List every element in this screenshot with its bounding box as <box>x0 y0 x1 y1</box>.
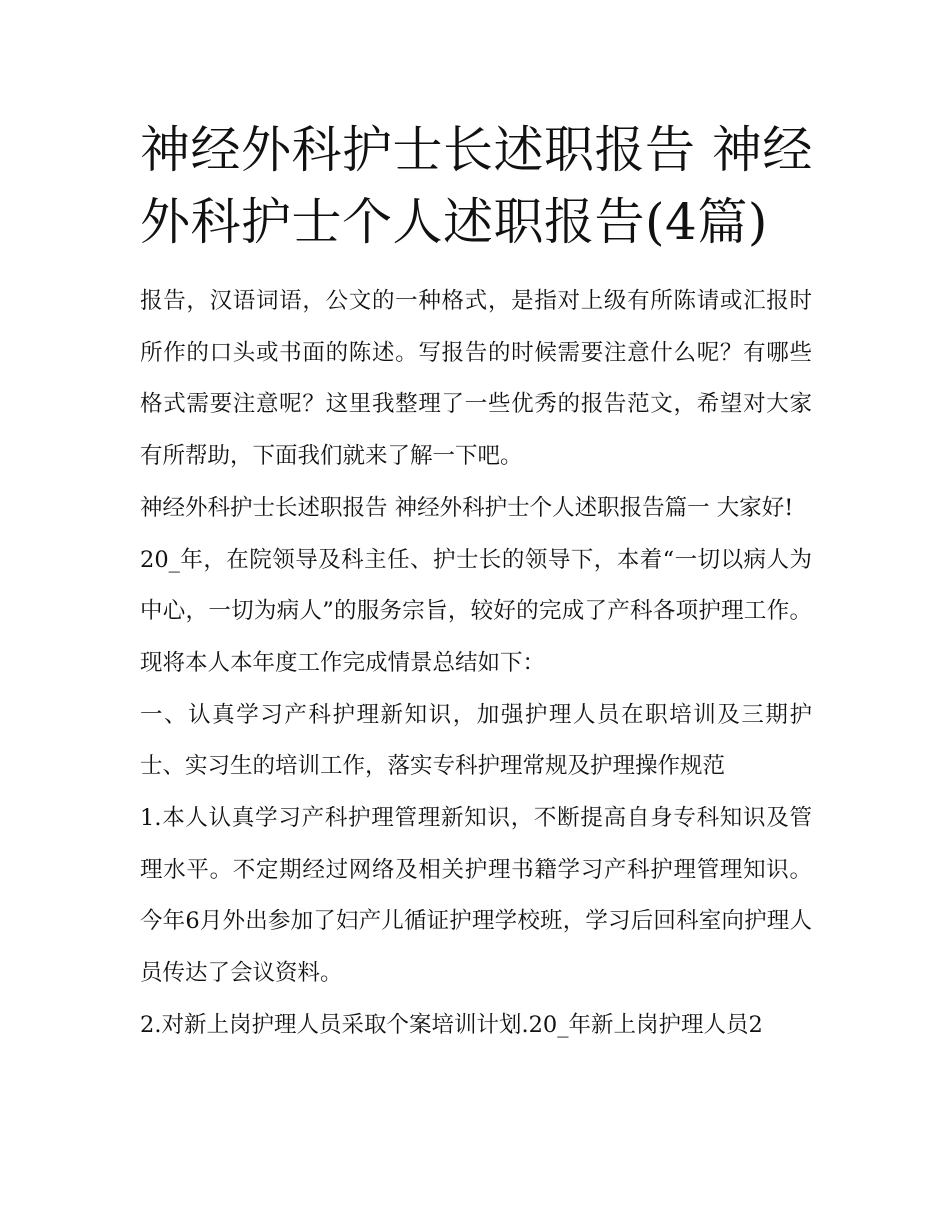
paragraph-heading: 神经外科护士长述职报告 神经外科护士个人述职报告篇一 大家好! <box>140 494 794 521</box>
paragraph-item-1: 1.本人认真学习产科护理管理新知识，不断提高自身专科知识及管理水平。不定期经过网络及相关护理书籍学习产科护理管理知识。今年6月外出参加了妇产儿循证护理学校班，学习后回科室向护理人员传达了会议资料。 <box>140 805 812 987</box>
paragraph-item-2: 2.对新上岗护理人员采取个案培训计划.20_年新上岗护理人员2 <box>140 1011 763 1038</box>
document-body <box>140 276 812 1052</box>
paragraph-section-one: 一、认真学习产科护理新知识，加强护理人员在职培训及三期护士、实习生的培训工作，落实专科护理常规及护理操作规范 <box>140 701 812 780</box>
paragraph-intro: 报告，汉语词语，公文的一种格式，是指对上级有所陈请或汇报时所作的口头或书面的陈述。写报告的时候需要注意什么呢？有哪些格式需要注意呢？这里我整理了一些优秀的报告范文，希望对大家有所帮助，下面我们就来了解一下吧。 <box>140 288 812 470</box>
paragraph-summary: 20_年，在院领导及科主任、护士长的领导下，本着“一切以病人为中心，一切为病人”的服务宗旨，较好的完成了产科各项护理工作。现将本人本年度工作完成情景总结如下： <box>140 546 812 676</box>
document-title: 神经外科护士长述职报告 神经外科护士个人述职报告(4篇) <box>140 121 813 251</box>
